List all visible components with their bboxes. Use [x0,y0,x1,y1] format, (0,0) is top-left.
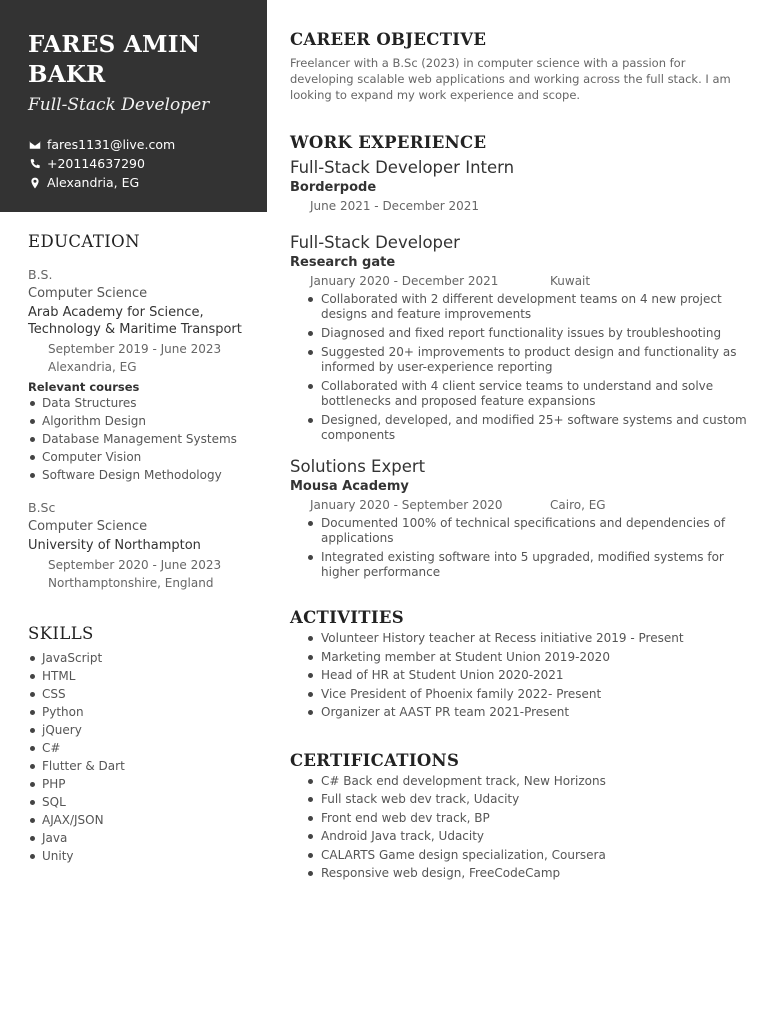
company-name: Borderpode [290,180,377,195]
job-dates: January 2020 - September 2020 [310,498,503,512]
job-location: Cairo, EG [550,498,606,512]
list-item: AJAX/JSON [28,811,263,829]
list-item: Suggested 20+ improvements to product design and functionality as informed by user-experience reporting [308,345,748,375]
list-item: CSS [28,685,263,703]
list-item: Data Structures [28,394,263,412]
list-item: Java [28,829,263,847]
education-dates: September 2019 - June 2023 [48,342,222,356]
profile-header [0,0,267,212]
list-item: Flutter & Dart [28,757,263,775]
job-title: Solutions Expert [290,457,426,476]
certifications-list [290,774,748,882]
list-item: Documented 100% of technical specifications and dependencies of applications [308,516,748,546]
list-item: Computer Vision [28,448,263,466]
company-name: Mousa Academy [290,479,409,494]
activities-list [290,631,748,721]
job-dates: June 2021 - December 2021 [310,199,480,213]
contact-email[interactable] [28,135,267,154]
activities-heading: ACTIVITIES [290,608,404,627]
job-meta [290,496,748,514]
skills-heading: SKILLS [28,624,94,643]
job-entry [290,457,748,580]
list-item: Database Management Systems [28,430,263,448]
degree: B.S. [28,267,53,282]
job-bullets [290,292,748,443]
school-name: Arab Academy for Science, Technology & Maritime Transport [28,305,242,337]
list-item: Diagnosed and fixed report functionality issues by troubleshooting [308,326,748,341]
job-entry [290,158,748,215]
education-entry [28,500,263,592]
education-location: Alexandria, EG [48,360,137,374]
list-item: C# Back end development track, New Horizons [308,774,748,790]
list-item: Collaborated with 4 client service teams to understand and solve bottlenecks and proposed feature expansions [308,379,748,409]
job-meta [290,197,748,215]
phone-icon [28,157,41,170]
list-item: jQuery [28,721,263,739]
list-item: Responsive web design, FreeCodeCamp [308,866,748,882]
left-column [28,232,263,865]
field-of-study: Computer Science [28,286,148,301]
list-item: HTML [28,667,263,685]
list-item: Unity [28,847,263,865]
list-item: Android Java track, Udacity [308,829,748,845]
contact-location [28,173,267,192]
courses-heading: Relevant courses [28,380,140,394]
education-dates: September 2020 - June 2023 [48,558,222,572]
list-item: Full stack web dev track, Udacity [308,792,748,808]
list-item: Collaborated with 2 different development teams on 4 new project designs and feature improvements [308,292,748,322]
list-item: C# [28,739,263,757]
job-meta [290,272,748,290]
job-title: Full-Stack Developer Intern [290,158,515,177]
education-location: Northamptonshire, England [48,576,214,590]
list-item: Algorithm Design [28,412,263,430]
email-text: fares1131@live.com [47,137,176,152]
school-name: University of Northampton [28,538,201,553]
location-text: Alexandria, EG [47,175,140,190]
contact-list [28,135,267,192]
contact-phone[interactable] [28,154,267,173]
job-location: Kuwait [550,274,591,288]
objective-heading: CAREER OBJECTIVE [290,30,487,49]
objective-text: Freelancer with a B.Sc (2023) in computer science with a passion for developing scalable web applications and working across the full stack. I am looking to expand my work experience and scope. [290,56,731,102]
list-item: Integrated existing software into 5 upgraded, modified systems for higher performance [308,550,748,580]
education-entry [28,267,263,484]
candidate-name: FARES AMIN BAKR [28,31,201,88]
education-heading: EDUCATION [28,232,140,251]
list-item: Volunteer History teacher at Recess initiative 2019 - Present [308,631,748,647]
degree: B.Sc [28,500,56,515]
job-title: Full-Stack Developer [290,233,460,252]
list-item: Python [28,703,263,721]
company-name: Research gate [290,255,396,270]
list-item: Software Design Methodology [28,466,263,484]
job-bullets [290,516,748,580]
map-pin-icon [28,176,41,189]
list-item: PHP [28,775,263,793]
list-item: JavaScript [28,649,263,667]
list-item: Head of HR at Student Union 2020-2021 [308,668,748,684]
list-item: CALARTS Game design specialization, Coursera [308,848,748,864]
list-item: Vice President of Phoenix family 2022- Present [308,687,748,703]
list-item: Organizer at AAST PR team 2021-Present [308,705,748,721]
field-of-study: Computer Science [28,519,148,534]
right-column [290,30,748,885]
list-item: SQL [28,793,263,811]
list-item: Front end web dev track, BP [308,811,748,827]
experience-heading: WORK EXPERIENCE [290,133,487,152]
skills-list [28,649,263,865]
courses-list [28,394,263,484]
job-dates: January 2020 - December 2021 [310,274,499,288]
certifications-heading: CERTIFICATIONS [290,750,460,770]
list-item: Designed, developed, and modified 25+ software systems and custom components [308,413,748,443]
list-item: Marketing member at Student Union 2019-2020 [308,650,748,666]
phone-text: +20114637290 [47,156,145,171]
candidate-title: Full-Stack Developer [28,95,210,115]
job-entry [290,233,748,443]
envelope-icon [28,138,41,151]
